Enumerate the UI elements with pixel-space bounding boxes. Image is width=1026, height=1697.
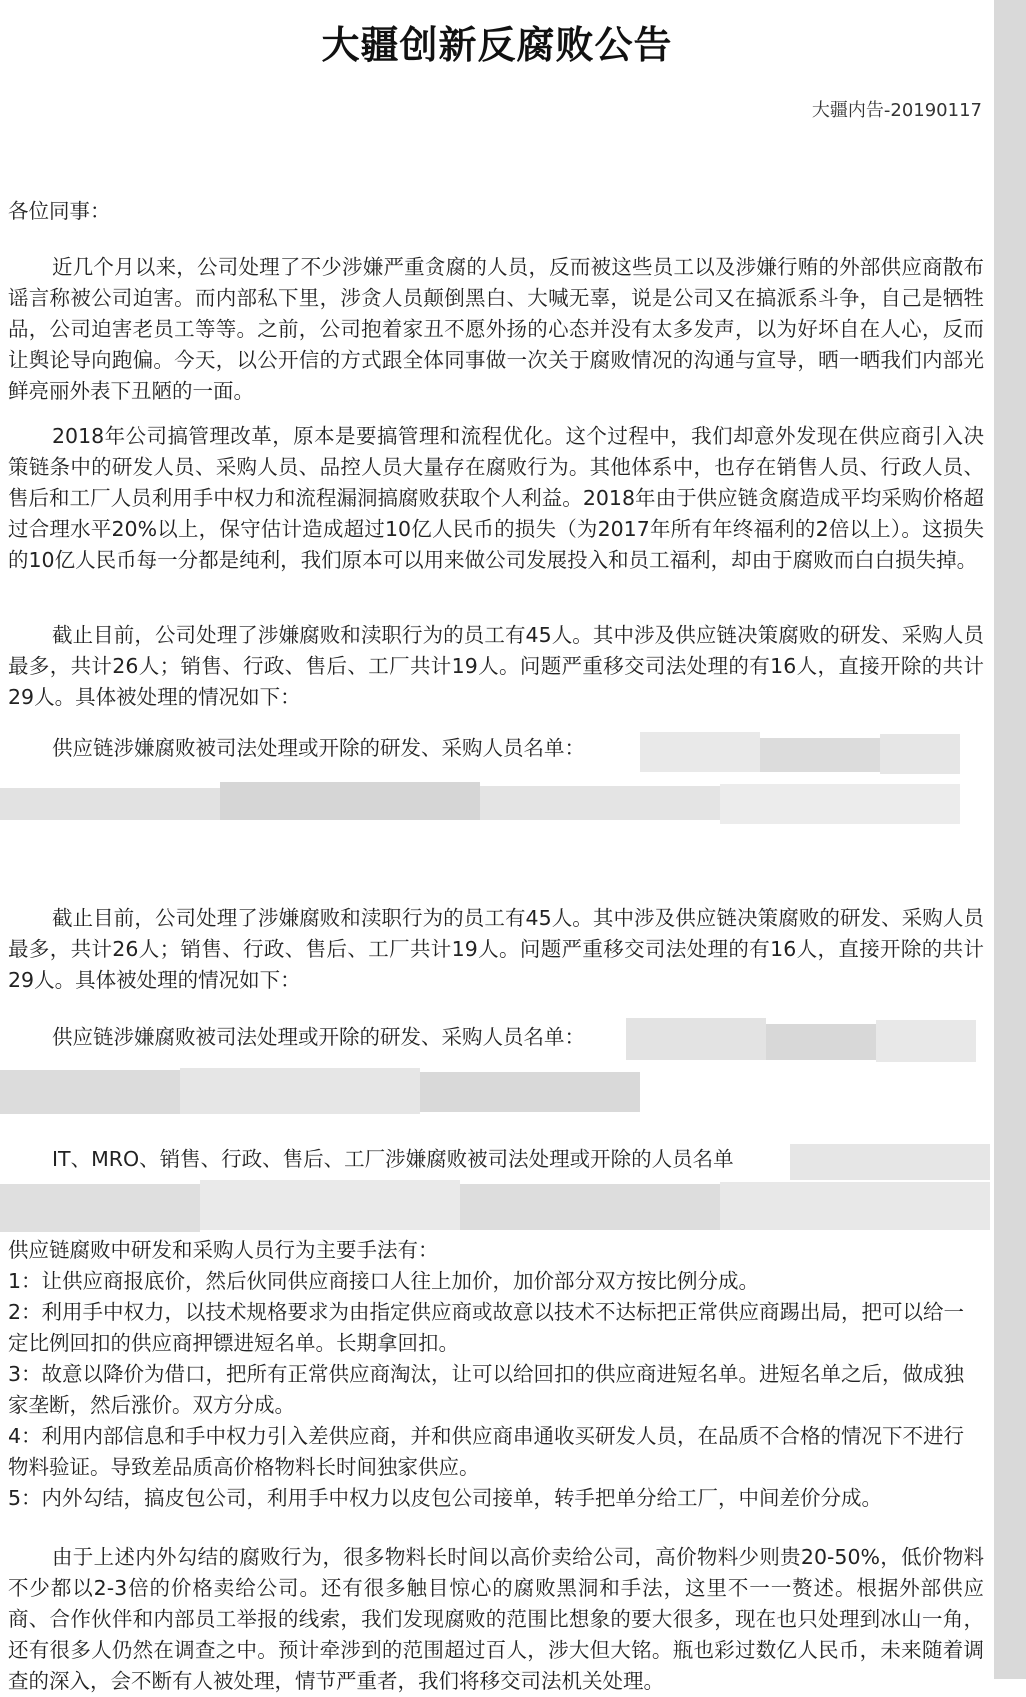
method-item: 2：利用手中权力，以技术规格要求为由指定供应商或故意以技术不达标把正常供应商踢出局，把可以给一定比例回扣的供应商押镖进短名单。长期拿回扣。: [8, 1300, 965, 1355]
redacted-name-list: [0, 726, 994, 866]
list-label-supply-chain-repeat: 供应链涉嫌腐败被司法处理或开除的研发、采购人员名单：: [52, 1025, 585, 1049]
paragraph-closing: 由于上述内外勾结的腐败行为，很多物料长时间以高价卖给公司，高价物料少则贵20-50%，低价物料不少都以2-3倍的价格卖给公司。还有很多触目惊心的腐败黑洞和手法，这里不一一赘述。根据外部供应商、合作伙伴和内部员工举报的线索，我们发现腐败的范围比想象的要大很多，现在也只处理到冰山一角，还有很多人仍然在调查之中。预计牵涉到的范围超过百人，涉大但大铭。瓶也彩过数亿人民币，未来随着调查的深入，会不断有人被处理，情节严重者，我们将移交司法机关处理。: [8, 1545, 984, 1693]
methods-heading: 供应链腐败中研发和采购人员行为主要手法有：: [8, 1238, 439, 1262]
list-label-supply-chain: 供应链涉嫌腐败被司法处理或开除的研发、采购人员名单：: [52, 736, 585, 760]
paragraph-summary: 截止目前，公司处理了涉嫌腐败和渎职行为的员工有45人。其中涉及供应链决策腐败的研发、采购人员最多，共计26人；销售、行政、售后、工厂共计19人。问题严重移交司法处理的有16人，直接开除的共计29人。具体被处理的情况如下：: [8, 623, 984, 709]
paragraph-reform: 2018年公司搞管理改革，原本是要搞管理和流程优化。这个过程中，我们却意外发现在供应商引入决策链条中的研发人员、采购人员、品控人员大量存在腐败行为。其他体系中，也存在销售人员、行政人员、售后和工厂人员利用手中权力和流程漏洞搞腐败获取个人利益。2018年由于供应链贪腐造成平均采购价格超过合理水平20%以上，保守估计造成超过10亿人民币的损失（为2017年所有年终福利的2倍以上）。这损失的10亿人民币每一分都是纯利，我们原本可以用来做公司发展投入和员工福利，却由于腐败而白白损失掉。: [8, 424, 984, 572]
redacted-name-list-repeat: [0, 1014, 994, 1124]
scrollbar-track[interactable]: [994, 0, 1026, 1679]
method-item: 5：内外勾结，搞皮包公司，利用手中权力以皮包公司接单，转手把单分给工厂，中间差价分成。: [8, 1486, 883, 1510]
method-item: 1：让供应商报底价，然后伙同供应商接口人往上加价，加价部分双方按比例分成。: [8, 1269, 760, 1293]
salutation: 各位同事：: [8, 199, 111, 223]
document-title: 大疆创新反腐败公告: [321, 23, 673, 67]
method-item: 3：故意以降价为借口，把所有正常供应商淘汰，让可以给回扣的供应商进短名单。进短名单之后，做成独家垄断，然后涨价。双方分成。: [8, 1362, 965, 1417]
document-reference: 大疆内告-20190117: [811, 100, 982, 121]
redacted-name-list-other: [0, 1140, 994, 1236]
list-label-other-departments: IT、MRO、销售、行政、售后、工厂涉嫌腐败被司法处理或开除的人员名单: [52, 1147, 734, 1171]
paragraph-intro: 近几个月以来，公司处理了不少涉嫌严重贪腐的人员，反而被这些员工以及涉嫌行贿的外部供应商散布谣言称被公司迫害。而内部私下里，涉贪人员颠倒黑白、大喊无辜，说是公司又在搞派系斗争，自己是牺牲品，公司迫害老员工等等。之前，公司抱着家丑不愿外扬的心态并没有太多发声，以为好坏自在人心，反而让舆论导向跑偏。今天，以公开信的方式跟全体同事做一次关于腐败情况的沟通与宣导，晒一晒我们内部光鲜亮丽外表下丑陋的一面。: [8, 255, 984, 403]
method-item: 4：利用内部信息和手中权力引入差供应商，并和供应商串通收买研发人员，在品质不合格的情况下不进行物料验证。导致差品质高价格物料长时间独家供应。: [8, 1424, 965, 1479]
paragraph-summary-repeat: 截止目前，公司处理了涉嫌腐败和渎职行为的员工有45人。其中涉及供应链决策腐败的研发、采购人员最多，共计26人；销售、行政、售后、工厂共计19人。问题严重移交司法处理的有16人，直接开除的共计29人。具体被处理的情况如下：: [8, 906, 984, 992]
